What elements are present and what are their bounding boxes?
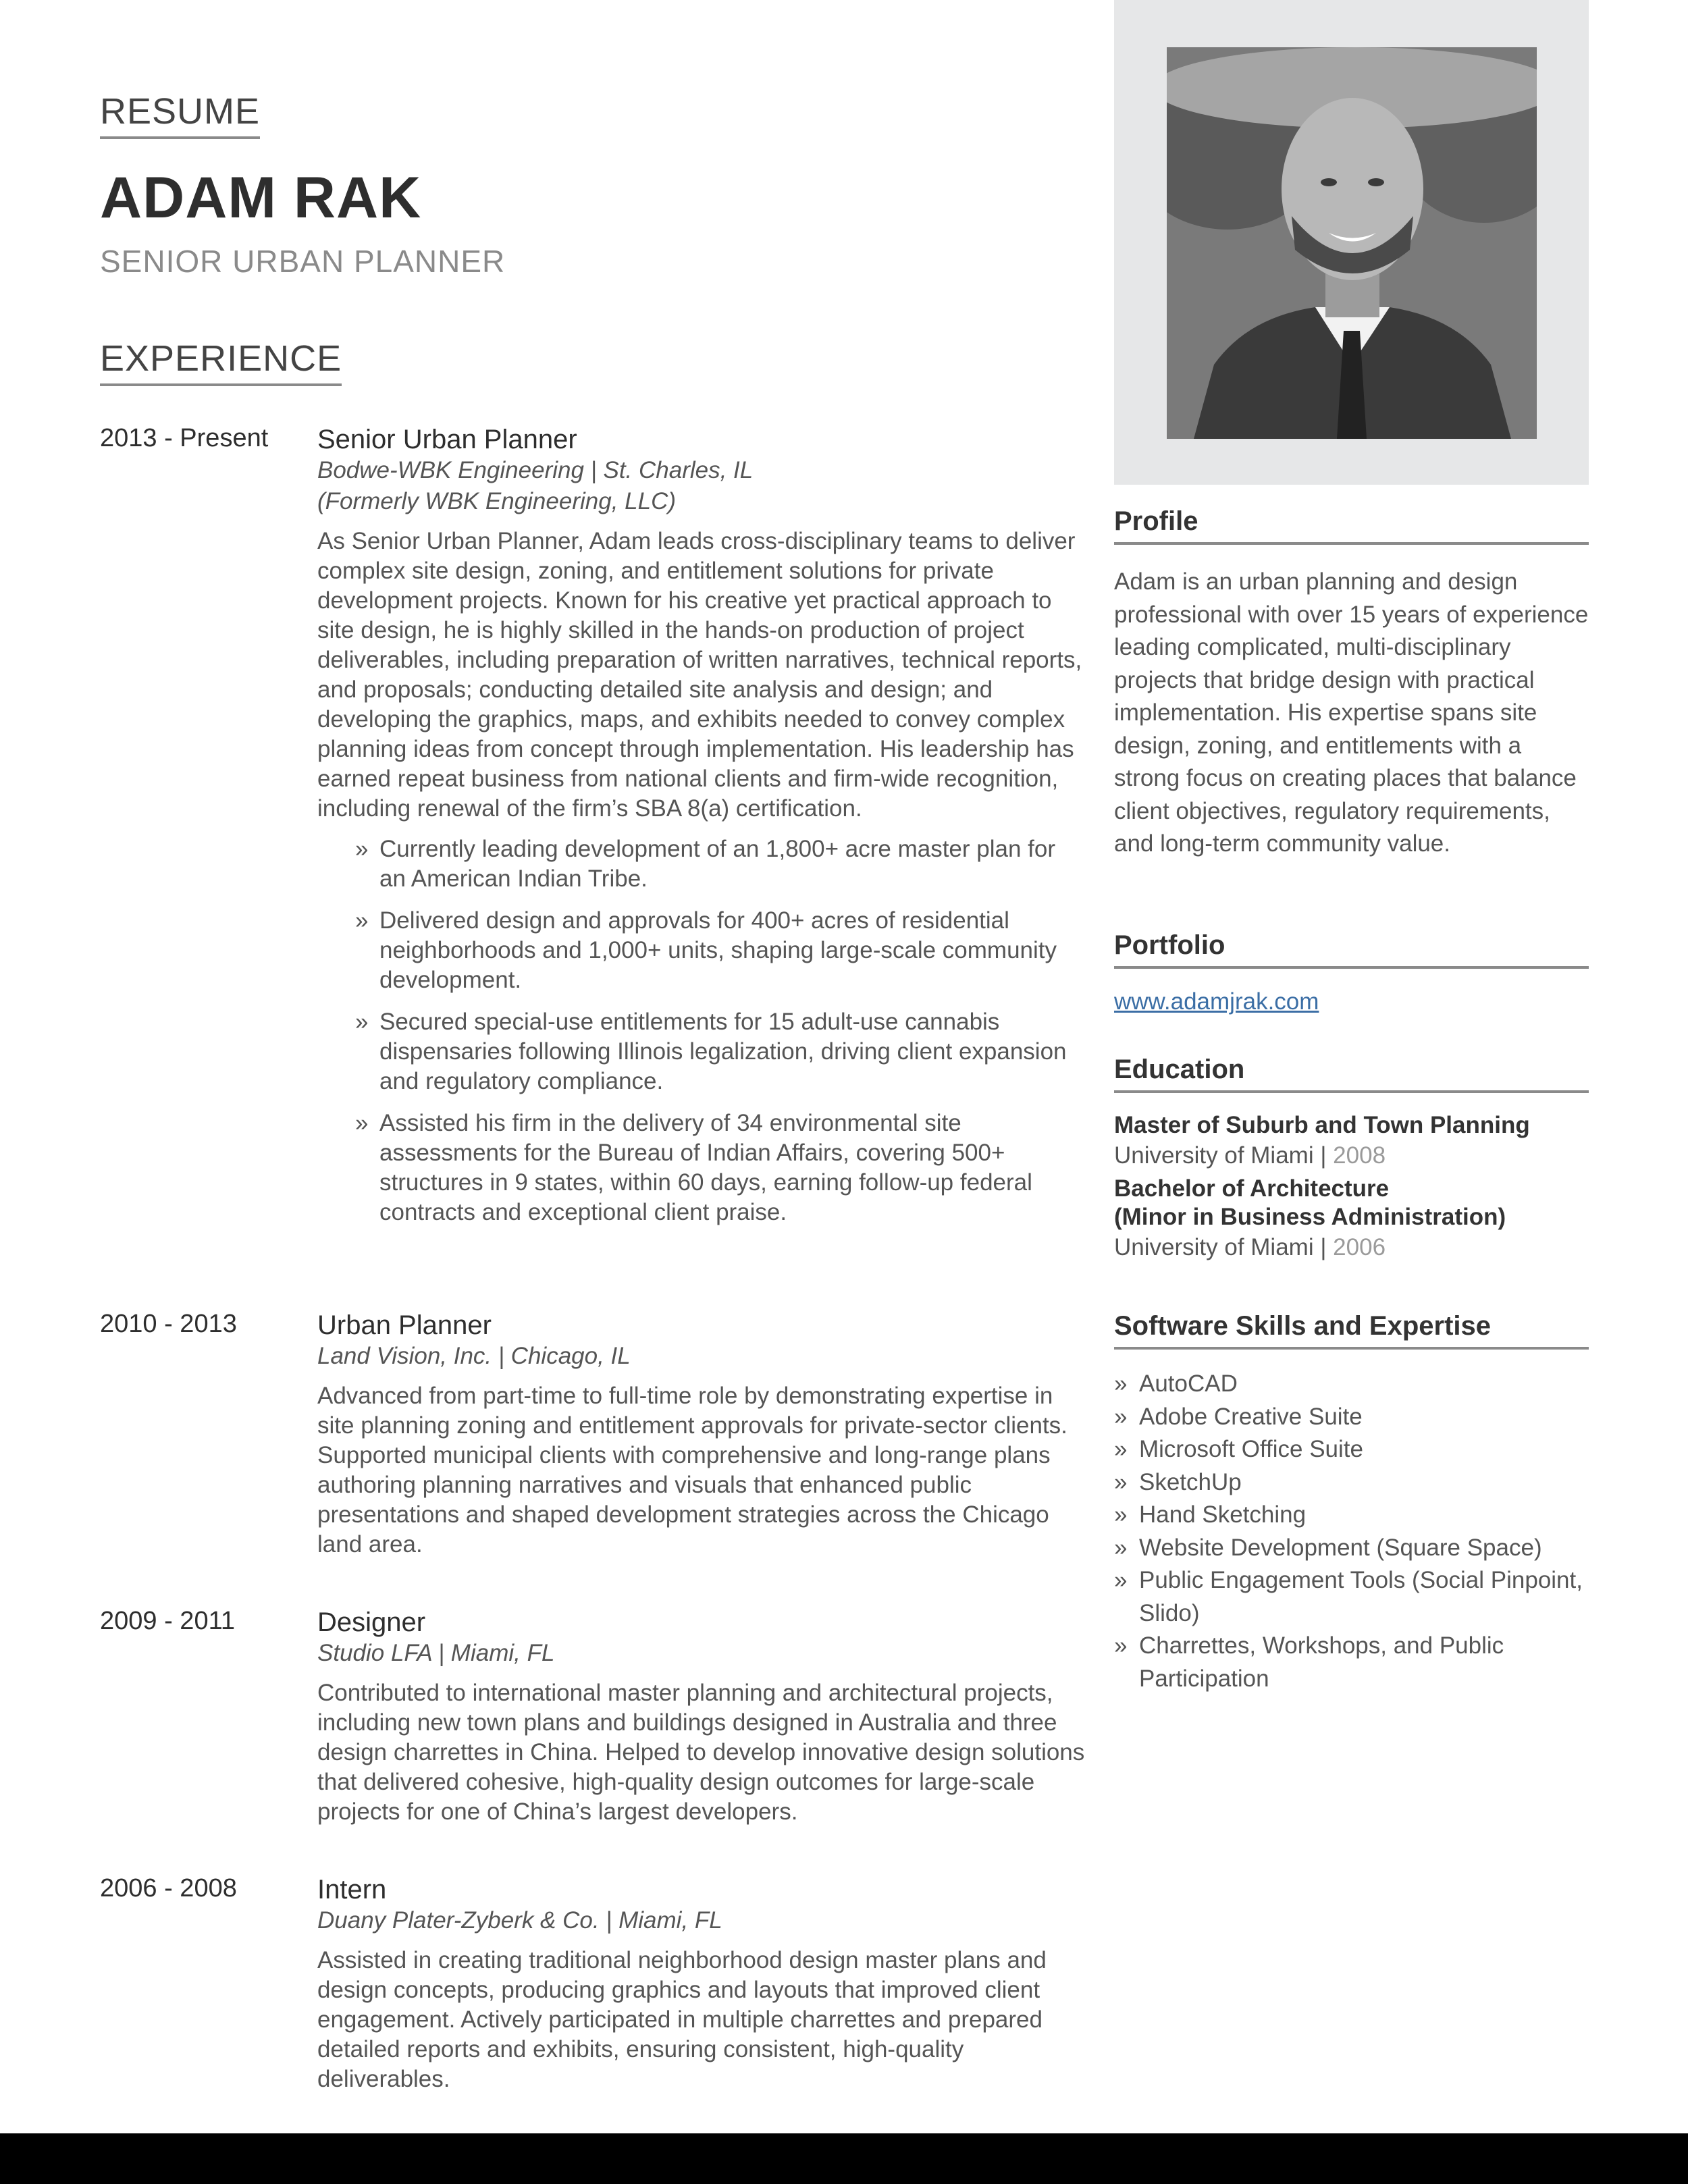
bullet-icon: » — [355, 1009, 369, 1035]
profile-heading: Profile — [1114, 506, 1589, 545]
degree-note: (Minor in Business Administration) — [1114, 1204, 1506, 1230]
skill-item: » Public Engagement Tools (Social Pinpoint, Slido) — [1139, 1564, 1589, 1630]
portfolio-link[interactable]: www.adamjrak.com — [1114, 988, 1319, 1015]
job-description: Advanced from part-time to full-time role by demonstrating expertise in site planning zoning and entitlement approvals for private-sector clients. Supported municipal clients with comprehensive and long-range plans authoring planning narratives and visuals that enhanced public presentations and shaped development strategies across the Chicago land area. — [317, 1383, 1067, 1557]
skill-item: » Adobe Creative Suite — [1139, 1401, 1589, 1434]
bullet-icon: » — [355, 1110, 369, 1136]
portfolio-heading: Portfolio — [1114, 930, 1589, 969]
job-description: Contributed to international master planning and architectural projects, including new town plans and buildings designed in Australia and three design charrettes in China. Helped to develop innovative design solutions that delivered cohesive, high-quality design outcomes for large-scale projects for one of China’s largest developers. — [317, 1680, 1085, 1825]
degree-title: Bachelor of Architecture — [1114, 1175, 1390, 1202]
job-period: 2009 - 2011 — [100, 1607, 236, 1635]
footer-bar — [0, 2133, 1688, 2184]
job-period: 2013 - Present — [100, 424, 269, 452]
job-role: Intern — [317, 1875, 387, 1905]
skills-list — [1114, 1368, 1589, 1695]
skill-item: » Charrettes, Workshops, and Public Participation — [1139, 1630, 1589, 1695]
skills-section — [1114, 1368, 1589, 1695]
job-role: Senior Urban Planner — [317, 425, 577, 454]
bullet-icon: » — [355, 907, 369, 934]
job-company-note: (Formerly WBK Engineering, LLC) — [317, 488, 676, 514]
job-company: Studio LFA | Miami, FL — [317, 1640, 555, 1666]
bullet-icon: » — [355, 836, 369, 862]
job-company: Duany Plater-Zyberk & Co. | Miami, FL — [317, 1907, 722, 1934]
bullet-icon: » — [1114, 1501, 1128, 1528]
portrait-illustration — [1167, 47, 1537, 439]
job-company: Bodwe-WBK Engineering | St. Charles, IL — [317, 457, 754, 483]
resume-label: RESUME — [100, 90, 260, 139]
job-achievements — [317, 834, 1086, 1227]
job-entry — [100, 1874, 1086, 2094]
job-period: 2010 - 2013 — [100, 1310, 237, 1338]
job-entry — [100, 1310, 1086, 1560]
achievement-item: » Secured special-use entitlements for 15 adult-use cannabis dispensaries following Illinois legalization, driving client expansion and regulatory compliance. — [355, 1009, 1067, 1094]
job-entry — [100, 424, 1086, 1240]
achievement-item: » Delivered design and approvals for 400+ acres of residential neighborhoods and 1,000+ units, shaping large-scale community development. — [355, 907, 1057, 993]
bullet-icon: » — [1114, 1370, 1128, 1397]
degree-school: University of Miami | 2006 — [1114, 1234, 1386, 1260]
education-item — [1114, 1175, 1589, 1264]
education-list — [1114, 1111, 1589, 1264]
candidate-title: SENIOR URBAN PLANNER — [100, 244, 506, 279]
job-role: Urban Planner — [317, 1310, 492, 1340]
job-role: Designer — [317, 1607, 426, 1637]
profile-photo — [1167, 47, 1537, 439]
profile-text: Adam is an urban planning and design professional with over 15 years of experience leading complicated, multi-disciplinary projects that bridge design with practical implementation. His expertise spans site design, zoning, and entitlements with a strong focus on creating places that balance client objectives, regulatory requirements, and long-term community value. — [1114, 568, 1589, 857]
skill-item: » SketchUp — [1139, 1466, 1589, 1499]
job-company: Land Vision, Inc. | Chicago, IL — [317, 1343, 631, 1369]
bullet-icon: » — [1114, 1534, 1128, 1561]
bullet-icon: » — [1114, 1632, 1128, 1659]
bullet-icon: » — [1114, 1567, 1128, 1593]
job-description: As Senior Urban Planner, Adam leads cross-disciplinary teams to deliver complex site design, zoning, and entitlement solutions for private development projects. Known for his creative yet practical approach to site design, he is highly skilled in the hands-on production of project deliverables, including preparation of written narratives, technical reports, and proposals; conducting detailed site analysis and design; and developing the graphics, maps, and exhibits needed to convey complex planning ideas from concept through implementation. His leadership has earned repeat business from national clients and firm-wide recognition, including renewal of the firm’s SBA 8(a) certification. — [317, 528, 1082, 822]
candidate-name: ADAM RAK — [100, 165, 422, 230]
bullet-icon: » — [1114, 1403, 1128, 1430]
bullet-icon: » — [1114, 1468, 1128, 1495]
skill-item: » AutoCAD — [1139, 1368, 1589, 1401]
degree-school: University of Miami | 2008 — [1114, 1142, 1386, 1169]
skill-item: » Website Development (Square Space) — [1139, 1532, 1589, 1565]
skills-heading: Software Skills and Expertise — [1114, 1311, 1589, 1350]
bullet-icon: » — [1114, 1436, 1128, 1462]
experience-heading: EXPERIENCE — [100, 338, 342, 386]
achievement-item: » Currently leading development of an 1,800+ acre master plan for an American Indian Tribe. — [355, 836, 1056, 892]
education-item — [1114, 1111, 1589, 1172]
achievement-item: » Assisted his firm in the delivery of 34 environmental site assessments for the Bureau of Indian Affairs, covering 500+ structures in 9 states, within 60 days, earning follow-up federal contracts and exceptional client praise. — [355, 1110, 1032, 1225]
skill-item: » Microsoft Office Suite — [1139, 1433, 1589, 1466]
job-period: 2006 - 2008 — [100, 1874, 237, 1902]
degree-title: Master of Suburb and Town Planning — [1114, 1112, 1530, 1138]
job-description: Assisted in creating traditional neighborhood design master plans and design concepts, producing graphics and layouts that improved client engagement. Actively participated in multiple charrettes and prepared detailed reports and exhibits, ensuring consistent, high-quality deliverables. — [317, 1947, 1047, 2092]
education-heading: Education — [1114, 1055, 1589, 1093]
skill-item: » Hand Sketching — [1139, 1499, 1589, 1532]
job-entry — [100, 1607, 1086, 1827]
